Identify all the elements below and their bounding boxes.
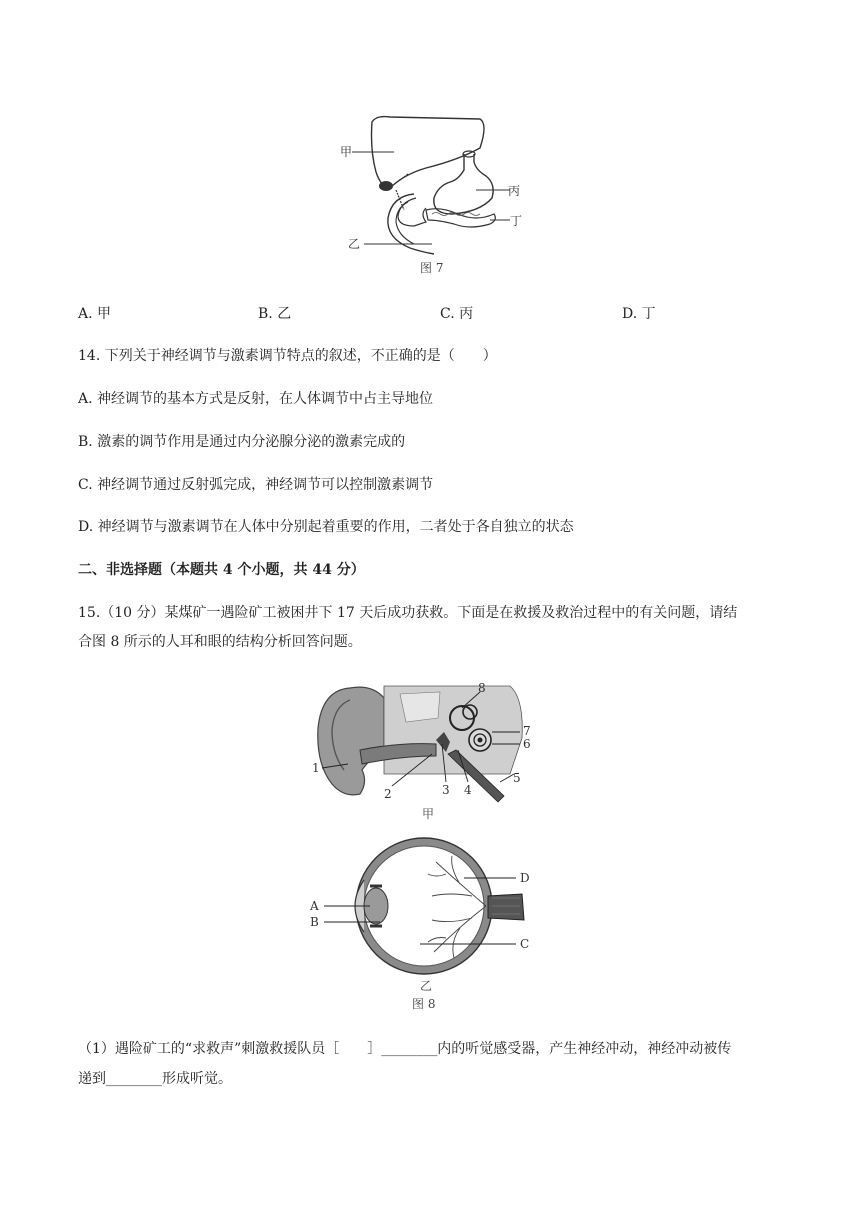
ear-caption: 甲 [422,807,435,821]
ear-label-6: 6 [523,737,531,751]
q14-stem: 14. 下列关于神经调节与激素调节特点的叙述，不正确的是（ ） [78,348,497,364]
ear-label-2: 2 [384,787,392,801]
figure-8-eye [300,834,550,1016]
eye-caption: 乙 [420,979,433,993]
figure-7-digestive [330,110,530,280]
figure-7-caption: 图 7 [420,261,444,275]
label-bing: 丙 [508,184,521,198]
ear-label-4: 4 [464,783,472,797]
q15-sub1-line1: （1）遇险矿工的“求救声”刺激救援队员［ ］________内的听觉感受器，产生神经冲动，神经冲动被传 [78,1041,732,1057]
q15-sub1-line2: 递到________形成听觉。 [78,1071,232,1087]
label-yi: 乙 [348,237,361,251]
ear-label-3: 3 [442,783,450,797]
ear-label-5: 5 [513,771,521,785]
q14-option-c: C. 神经调节通过反射弧完成，神经调节可以控制激素调节 [78,477,434,493]
q15-stem-line2: 合图 8 所示的人耳和眼的结构分析回答问题。 [78,634,362,650]
q14-option-b: B. 激素的调节作用是通过内分泌腺分泌的激素完成的 [78,434,406,450]
figure-8-ear [310,678,550,824]
label-jia: 甲 [340,145,353,159]
q14-option-a: A. 神经调节的基本方式是反射，在人体调节中占主导地位 [78,391,434,407]
section-2-heading: 二、非选择题（本题共 4 个小题，共 44 分） [78,562,365,578]
ear-label-7: 7 [523,724,531,738]
eye-label-b: B [310,915,319,929]
eye-label-c: C [520,937,530,951]
q15-stem-line1: 15.（10 分）某煤矿一遇险矿工被困井下 17 天后成功获救。下面是在救援及救治过程中的有关问题，请结 [78,605,738,621]
ear-label-1: 1 [312,761,320,775]
eye-label-a: A [310,899,319,913]
figure-8-caption: 图 8 [412,997,436,1011]
q13-option-d: D. 丁 [622,306,656,322]
q13-option-a: A. 甲 [78,306,112,322]
ear-label-8: 8 [478,681,486,695]
label-ding: 丁 [510,214,523,228]
q14-option-d: D. 神经调节与激素调节在人体中分别起着重要的作用，二者处于各自独立的状态 [78,519,574,535]
q13-option-c: C. 丙 [440,306,474,322]
eye-label-d: D [520,871,530,885]
q13-option-b: B. 乙 [258,306,292,322]
